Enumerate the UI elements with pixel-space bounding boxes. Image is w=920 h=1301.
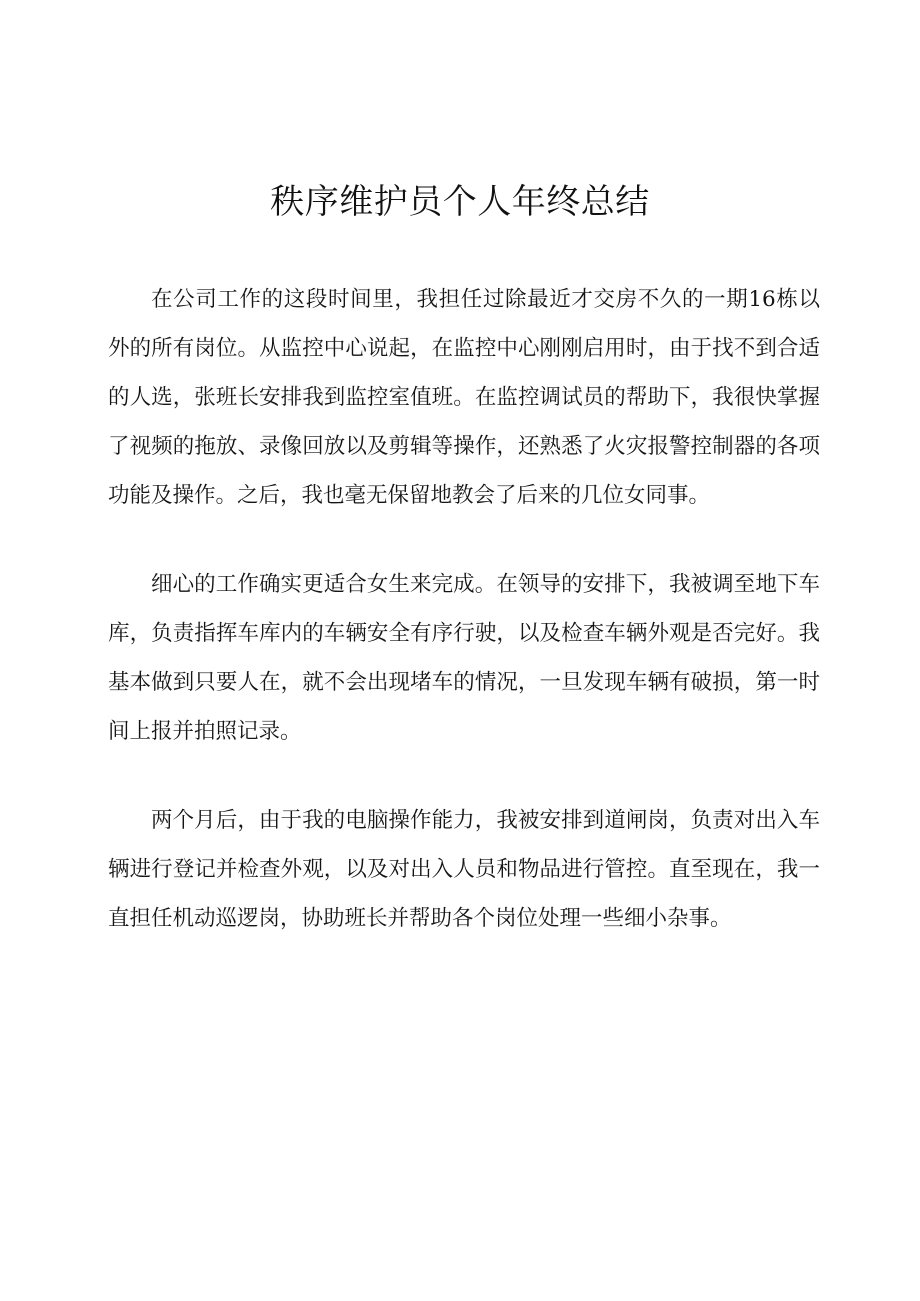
paragraph-3: 两个月后，由于我的电脑操作能力，我被安排到道闸岗，负责对出入车辆进行登记并检查外观，以及对出入人员和物品进行管控。直至现在，我一直担任机动巡逻岗，协助班长并帮助各个岗位处理一些细小杂事。 bbox=[108, 808, 820, 931]
paragraph-2: 细心的工作确实更适合女生来完成。在领导的安排下，我被调至地下车库，负责指挥车库内的车辆安全有序行驶，以及检查车辆外观是否完好。我基本做到只要人在，就不会出现堵车的情况，一旦发现车辆有破损，第一时间上报并拍照记录。 bbox=[108, 572, 820, 744]
paragraph-1: 在公司工作的这段时间里，我担任过除最近才交房不久的一期16栋以外的所有岗位。从监控中心说起，在监控中心刚刚启用时，由于找不到合适的人选，张班长安排我到监控室值班。在监控调试员的帮助下，我很快掌握了视频的拖放、录像回放以及剪辑等操作，还熟悉了火灾报警控制器的各项功能及操作。之后，我也毫无保留地教会了后来的几位女同事。 bbox=[108, 287, 820, 508]
document-title: 秩序维护员个人年终总结 bbox=[270, 182, 650, 222]
